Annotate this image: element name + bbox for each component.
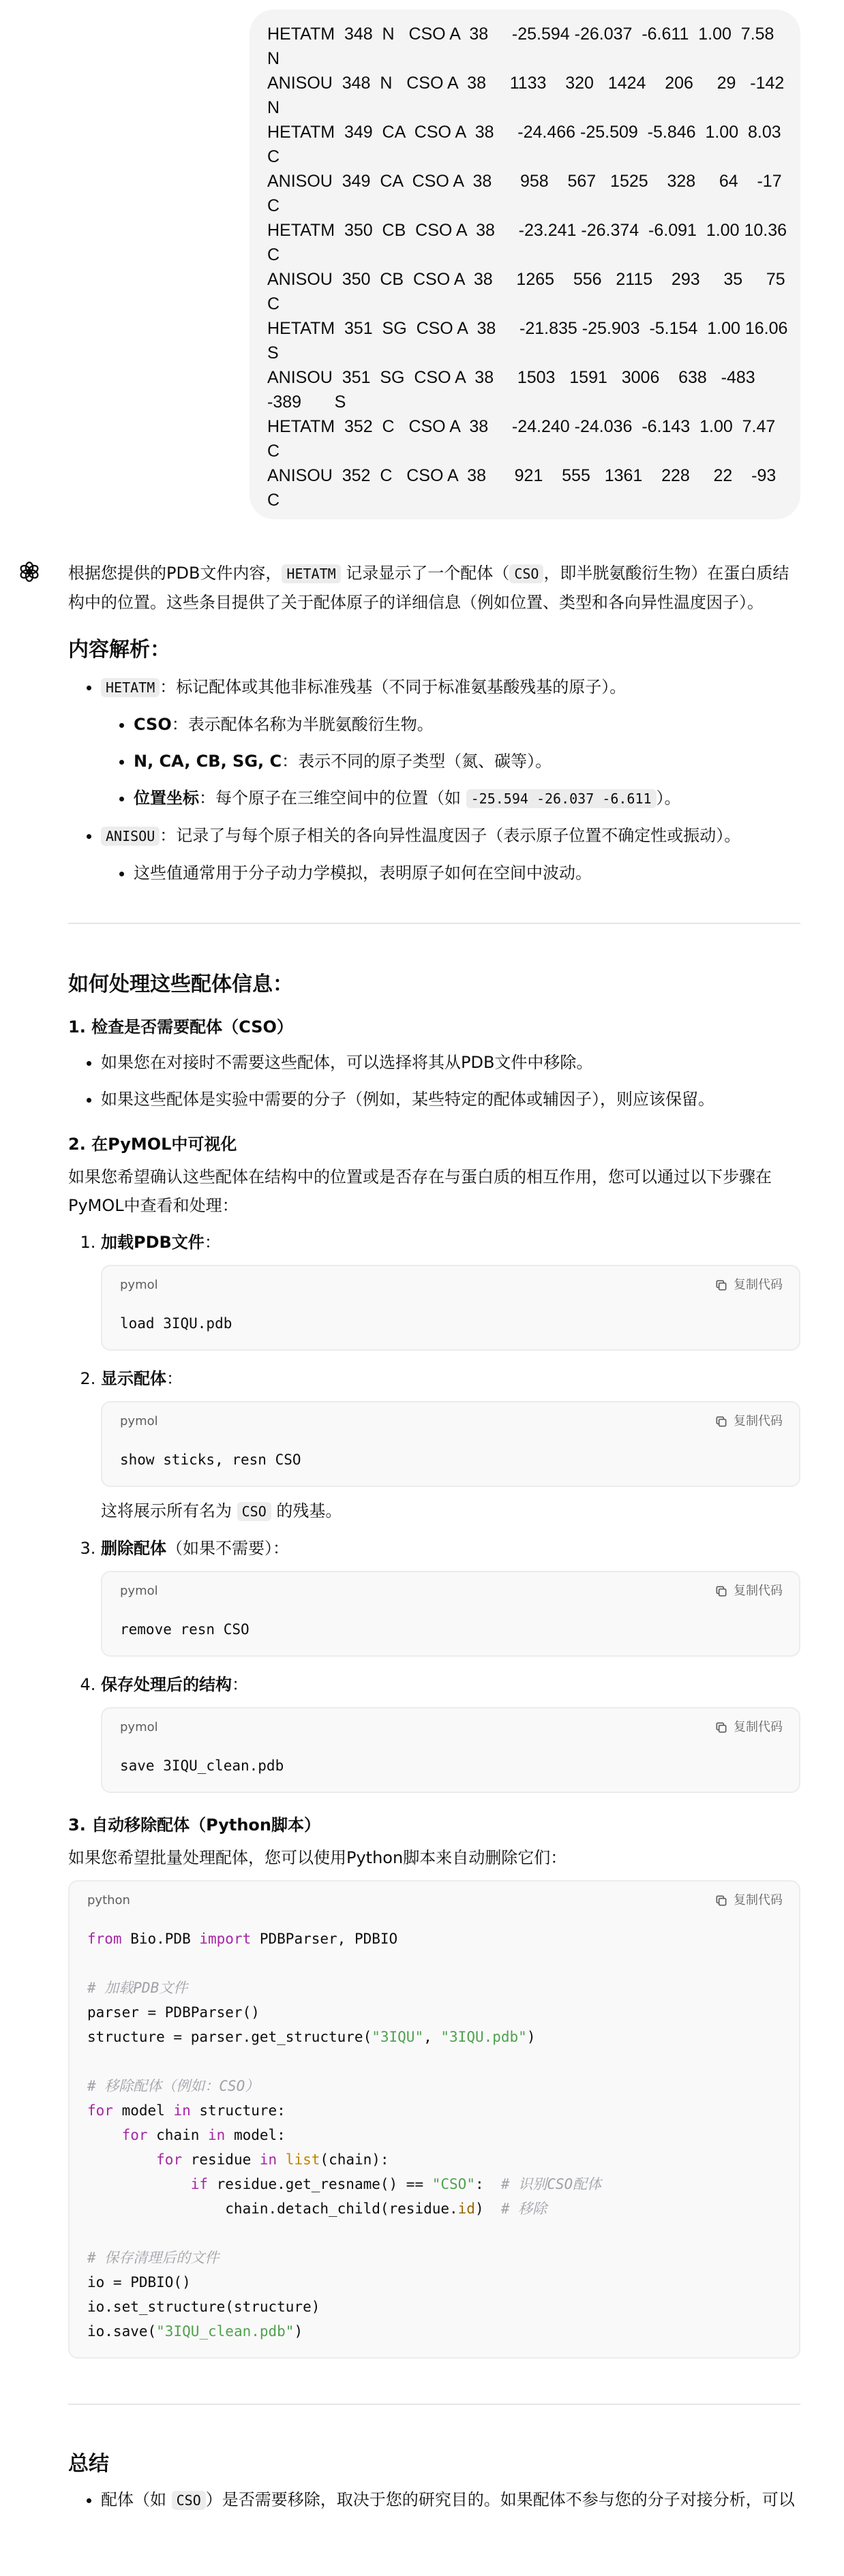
sub-list xyxy=(101,710,800,813)
python-code-block xyxy=(68,1880,800,2359)
code-block xyxy=(101,1707,800,1793)
list-text: 如果您在对接时不需要这些配体，可以选择将其从PDB文件中移除。 xyxy=(101,1053,593,1072)
code-language-label: python xyxy=(87,1893,130,1907)
list-item xyxy=(134,747,800,776)
pdb-record-line: HETATM 348 N CSO A 38 -25.594 -26.037 -6.611 1.00 7.58 xyxy=(267,25,774,44)
pdb-record-line: HETATM 351 SG CSO A 38 -21.835 -25.903 -5.154 1.00 16.06 xyxy=(267,319,788,338)
pdb-record-line: ANISOU 348 N CSO A 38 1133 320 1424 206 29 -142 xyxy=(267,74,785,93)
list-text: ：表示不同的原子类型（氮、碳等）。 xyxy=(282,752,552,771)
list-item xyxy=(134,710,800,739)
pdb-record-line: ANISOU 352 C CSO A 38 921 555 1361 228 22 -93 xyxy=(267,466,777,485)
section-heading-content: 内容解析： xyxy=(68,638,170,662)
code-header xyxy=(102,1266,799,1304)
code-header xyxy=(102,1572,799,1610)
step-title: 加载PDB文件 xyxy=(101,1233,205,1252)
pdb-record-line: N xyxy=(267,49,280,68)
step-colon: （如果不需要）： xyxy=(166,1539,289,1558)
list-item xyxy=(101,1085,800,1114)
list-text: 如果这些配体是实验中需要的分子（例如，某些特定的配体或辅因子），则应该保留。 xyxy=(101,1090,714,1109)
pdb-record-line: C xyxy=(267,147,280,166)
step-title: 保存处理后的结构 xyxy=(101,1675,232,1694)
list-text: ：标记配体或其他非标准残基（不同于标准氨基酸残基的原子）。 xyxy=(160,677,627,696)
pdb-record-line: C xyxy=(267,245,280,264)
copy-label: 复制代码 xyxy=(734,1584,783,1598)
intro-paragraph xyxy=(68,559,800,617)
copy-icon xyxy=(714,1584,728,1598)
copy-icon xyxy=(714,1415,728,1428)
copy-label: 复制代码 xyxy=(734,1720,783,1734)
pdb-record-line: C xyxy=(267,294,280,313)
step-item xyxy=(101,1670,800,1793)
pdb-record-line: ANISOU 349 CA CSO A 38 958 567 1525 328 64 -17 xyxy=(267,172,782,191)
note-text: 这将展示所有名为 xyxy=(101,1501,237,1520)
pdb-record-line: HETATM 349 CA CSO A 38 -24.466 -25.509 -5.846 1.00 8.03 xyxy=(267,123,781,142)
pdb-record-line: S xyxy=(267,343,279,363)
copy-icon xyxy=(714,1278,728,1292)
step-colon: ： xyxy=(232,1675,248,1694)
step-colon: ： xyxy=(166,1369,183,1388)
pdb-record-line: N xyxy=(267,98,280,117)
pdb-record-line: HETATM 352 C CSO A 38 -24.240 -24.036 -6.143 1.00 7.47 xyxy=(267,417,776,436)
bold-term: CSO xyxy=(134,715,172,734)
pdb-record-line: -389 S xyxy=(267,393,346,412)
list-item xyxy=(101,2485,800,2515)
step-heading-check: 1. 检查是否需要配体（CSO） xyxy=(68,1017,293,1037)
copy-code-button[interactable] xyxy=(714,1407,783,1436)
list-item xyxy=(134,784,800,813)
step-heading-pymol: 2. 在PyMOL中可视化 xyxy=(68,1135,237,1154)
inline-code: CSO xyxy=(172,2491,206,2510)
copy-code-button[interactable] xyxy=(714,1577,783,1606)
pdb-record-line: ANISOU 351 SG CSO A 38 1503 1591 3006 638 -483 xyxy=(267,368,755,387)
pdb-record-list xyxy=(267,22,788,512)
code-language-label: pymol xyxy=(120,1720,158,1734)
code-header xyxy=(102,1402,799,1441)
step-item xyxy=(101,1534,800,1657)
code-text: save 3IQU_clean.pdb xyxy=(120,1758,284,1774)
step-title: 显示配体 xyxy=(101,1369,166,1388)
user-message-bubble xyxy=(250,10,800,519)
code-language-label: pymol xyxy=(120,1584,158,1598)
inline-code: ANISOU xyxy=(101,827,160,846)
code-header xyxy=(102,1708,799,1747)
pymol-steps-list xyxy=(68,1228,800,1793)
code-text: load 3IQU.pdb xyxy=(120,1315,232,1332)
code-block xyxy=(101,1265,800,1351)
copy-code-button[interactable] xyxy=(714,1886,783,1915)
code-block xyxy=(101,1401,800,1487)
pdb-record-line: C xyxy=(267,196,280,215)
copy-label: 复制代码 xyxy=(734,1278,783,1292)
pdb-record-line: C xyxy=(267,491,280,510)
pymol-intro: 如果您希望确认这些配体在结构中的位置或是否存在与蛋白质的相互作用，您可以通过以下步骤在PyMOL中查看和处理： xyxy=(68,1167,772,1215)
copy-icon xyxy=(714,1721,728,1734)
copy-code-button[interactable] xyxy=(714,1271,783,1300)
python-code-text: from Bio.PDB import PDBParser, PDBIO # 加载PDB文件 parser = PDBParser() structure = parser.get_structure("3IQU", "3IQU.pdb") # 移除配体（例如：CSO） for model in structure: for chain in model: for residue in list(chain): if residue.get_resname() == "CSO": # 识别CSO配体 chain.detach_child(residue.id) # 移除 # 保存清理后的文件 io = PDBIO() io.set_structure(structure) io.save("3IQU_clean.pdb") xyxy=(87,1931,602,2340)
list-text: ）。 xyxy=(656,788,681,808)
list-text: ：表示配体名称为半胱氨酸衍生物。 xyxy=(171,715,434,734)
bold-term: N, CA, CB, SG, C xyxy=(134,752,282,771)
list-item xyxy=(101,821,800,887)
code-text: show sticks, resn CSO xyxy=(120,1452,301,1468)
sub-list xyxy=(101,859,800,887)
list-item xyxy=(134,859,800,887)
assistant-message xyxy=(68,559,800,2515)
code-language-label: pymol xyxy=(120,1278,158,1292)
list-text: ）是否需要移除，取决于您的研究目的。如果配体不参与您的分子对接分析，可以 xyxy=(205,2490,795,2509)
pdb-record-line: ANISOU 350 CB CSO A 38 1265 556 2115 293 35 75 xyxy=(267,270,785,289)
copy-label: 复制代码 xyxy=(734,1893,783,1907)
inline-code: -25.594 -26.037 -6.611 xyxy=(466,789,657,808)
inline-code: CSO xyxy=(237,1502,271,1521)
pdb-record-line: C xyxy=(267,442,280,461)
note-text: 的残基。 xyxy=(271,1501,342,1520)
assistant-logo-icon xyxy=(18,560,41,583)
step-note xyxy=(101,1497,800,1526)
intro-text: ，即半胱氨酸衍生物）在蛋白质结构中的位置。这些条目提供了关于配体原子的详细信息（例如位置、类型和各向异性温度因子）。 xyxy=(68,564,789,612)
list-text: 配体（如 xyxy=(101,2490,172,2509)
list-text: ：每个原子在三维空间中的位置（如 xyxy=(199,788,466,808)
content-bullet-list xyxy=(68,673,800,887)
code-text: remove resn CSO xyxy=(120,1621,250,1638)
list-text: ：记录了与每个原子相关的各向异性温度因子（表示原子位置不确定性或振动）。 xyxy=(160,826,741,845)
step-item xyxy=(101,1364,800,1526)
copy-label: 复制代码 xyxy=(734,1414,783,1428)
step-colon: ： xyxy=(204,1233,221,1252)
code-language-label: pymol xyxy=(120,1414,158,1428)
step-item xyxy=(101,1228,800,1351)
pdb-record-line: HETATM 350 CB CSO A 38 -23.241 -26.374 -6.091 1.00 10.36 xyxy=(267,221,787,240)
code-block xyxy=(101,1571,800,1657)
inline-code: CSO xyxy=(509,564,543,583)
step-heading-python: 3. 自动移除配体（Python脚本） xyxy=(68,1815,320,1835)
copy-icon xyxy=(714,1894,728,1907)
inline-code: HETATM xyxy=(101,678,160,697)
list-text: 这些值通常用于分子动力学模拟，表明原子如何在空间中波动。 xyxy=(134,863,592,883)
check-bullet-list xyxy=(68,1048,800,1114)
intro-text: 记录显示了一个配体（ xyxy=(340,564,510,583)
copy-code-button[interactable] xyxy=(714,1713,783,1742)
bold-term: 位置坐标 xyxy=(134,788,199,808)
code-header xyxy=(70,1882,799,1920)
summary-bullet-list xyxy=(68,2485,800,2515)
inline-code: HETATM xyxy=(282,564,340,583)
section-heading-handle: 如何处理这些配体信息： xyxy=(68,972,293,996)
intro-text: 根据您提供的PDB文件内容， xyxy=(68,564,282,583)
section-heading-summary: 总结 xyxy=(68,2452,109,2476)
python-intro: 如果您希望批量处理配体，您可以使用Python脚本来自动删除它们： xyxy=(68,1848,567,1867)
step-title: 删除配体 xyxy=(101,1539,166,1558)
list-item xyxy=(101,673,800,813)
list-item xyxy=(101,1048,800,1077)
